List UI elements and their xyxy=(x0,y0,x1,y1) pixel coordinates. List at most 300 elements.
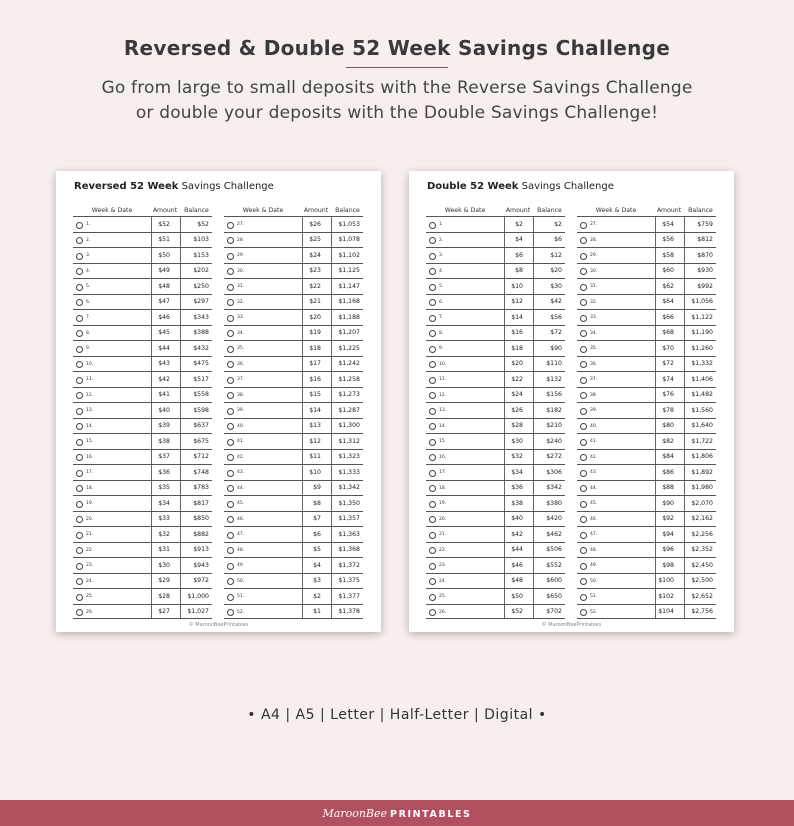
week-number: 45. xyxy=(590,501,598,506)
checkbox-circle-icon[interactable] xyxy=(429,485,436,492)
checkbox-circle-icon[interactable] xyxy=(76,222,83,229)
week-number: 30. xyxy=(237,268,245,274)
table-row xyxy=(426,263,565,279)
week-number: 20. xyxy=(439,516,447,522)
amount-cell: $49 xyxy=(158,267,170,274)
balance-cell: $90 xyxy=(550,344,562,352)
amount-cell: $7 xyxy=(313,515,321,522)
week-number: 43. xyxy=(590,470,598,475)
checkbox-circle-icon[interactable] xyxy=(429,532,436,539)
checkbox-circle-icon[interactable] xyxy=(227,532,234,539)
table-header xyxy=(426,205,565,216)
table-column-2 xyxy=(224,205,363,619)
week-number: 32. xyxy=(590,299,598,305)
checkbox-circle-icon[interactable] xyxy=(76,330,83,337)
amount-cell: $40 xyxy=(511,515,523,522)
week-number: 49. xyxy=(237,563,245,568)
balance-cell: $2,756 xyxy=(691,608,713,615)
checkbox-circle-icon[interactable] xyxy=(580,578,587,585)
week-number: 13. xyxy=(86,408,94,413)
table-row xyxy=(73,247,212,263)
balance-cell: $42 xyxy=(550,298,562,305)
table-row xyxy=(73,356,212,372)
amount-cell: $14 xyxy=(309,406,321,414)
table-row xyxy=(224,402,363,418)
table-row xyxy=(73,371,212,387)
amount-cell: $38 xyxy=(511,499,523,507)
amount-cell: $9 xyxy=(313,484,321,491)
balance-cell: $1,125 xyxy=(338,267,360,274)
amount-cell: $14 xyxy=(511,313,523,321)
week-number: 34. xyxy=(237,330,245,336)
subtitle-line-1: Go from large to small deposits with the Reverse Savings Challenge xyxy=(101,78,693,98)
amount-cell: $104 xyxy=(658,608,674,615)
week-number: 17. xyxy=(439,470,447,475)
balance-cell: $1,892 xyxy=(691,468,713,476)
balance-cell: $156 xyxy=(546,391,562,398)
week-number: 11. xyxy=(86,377,94,382)
checkbox-circle-icon[interactable] xyxy=(429,392,436,399)
checkbox-circle-icon[interactable] xyxy=(580,594,587,601)
checkbox-circle-icon[interactable] xyxy=(580,454,587,461)
checkbox-circle-icon[interactable] xyxy=(580,330,587,337)
week-number: 43. xyxy=(237,470,245,475)
balance-cell: $992 xyxy=(697,282,713,290)
checkbox-circle-icon[interactable] xyxy=(580,284,587,291)
checkbox-circle-icon[interactable] xyxy=(227,578,234,585)
checkbox-circle-icon[interactable] xyxy=(580,563,587,570)
checkbox-circle-icon[interactable] xyxy=(580,485,587,492)
balance-cell: $675 xyxy=(193,437,209,445)
amount-cell: $6 xyxy=(313,530,321,538)
week-number: 52. xyxy=(590,609,598,615)
checkbox-circle-icon[interactable] xyxy=(580,547,587,554)
checkbox-circle-icon[interactable] xyxy=(76,423,83,430)
amount-cell: $52 xyxy=(511,608,523,615)
checkbox-circle-icon[interactable] xyxy=(429,330,436,337)
week-number: 21. xyxy=(86,532,94,537)
amount-cell: $52 xyxy=(158,220,170,228)
balance-cell: $1,323 xyxy=(338,453,360,460)
table-row xyxy=(73,557,212,573)
checkbox-circle-icon[interactable] xyxy=(580,609,587,616)
balance-cell: $1,258 xyxy=(338,375,360,383)
checkbox-circle-icon[interactable] xyxy=(580,423,587,430)
balance-cell: $1,168 xyxy=(338,298,360,305)
week-number: 19. xyxy=(86,501,94,506)
amount-cell: $48 xyxy=(511,577,523,584)
checkbox-circle-icon[interactable] xyxy=(580,253,587,260)
checkbox-circle-icon[interactable] xyxy=(227,501,234,508)
checkbox-circle-icon[interactable] xyxy=(76,578,83,585)
checkbox-circle-icon[interactable] xyxy=(580,346,587,353)
table-row xyxy=(577,495,716,511)
week-number: 23. xyxy=(439,563,447,568)
checkbox-circle-icon[interactable] xyxy=(227,423,234,430)
week-number: 26. xyxy=(439,609,447,615)
checkbox-circle-icon[interactable] xyxy=(227,268,234,275)
amount-cell: $32 xyxy=(511,453,523,460)
table-row xyxy=(224,263,363,279)
week-number: 10. xyxy=(439,361,447,367)
week-number: 28. xyxy=(237,237,245,243)
table-row xyxy=(224,433,363,449)
table-row xyxy=(577,371,716,387)
week-number: 31. xyxy=(237,284,245,289)
balance-cell: $1,190 xyxy=(691,329,713,336)
amount-cell: $60 xyxy=(662,267,674,274)
table-row xyxy=(73,511,212,527)
checkbox-circle-icon[interactable] xyxy=(76,392,83,399)
checkbox-circle-icon[interactable] xyxy=(429,346,436,353)
week-number: 1. xyxy=(86,222,91,227)
amount-cell: $30 xyxy=(158,561,170,569)
balance-cell: $1,406 xyxy=(691,375,713,383)
week-number: 9. xyxy=(86,346,91,351)
table-row xyxy=(224,557,363,573)
checkbox-circle-icon[interactable] xyxy=(580,516,587,523)
balance-cell: $250 xyxy=(193,282,209,290)
amount-cell: $102 xyxy=(658,592,674,600)
table-row xyxy=(577,278,716,294)
week-number: 25. xyxy=(86,594,94,599)
week-number: 15. xyxy=(86,439,94,444)
sheet-title-bold: Reversed 52 Week xyxy=(74,181,179,192)
checkbox-circle-icon[interactable] xyxy=(227,222,234,229)
week-number: 39. xyxy=(590,408,598,413)
checkbox-circle-icon[interactable] xyxy=(76,237,83,244)
checkbox-circle-icon[interactable] xyxy=(227,547,234,554)
checkbox-circle-icon[interactable] xyxy=(76,315,83,322)
checkbox-circle-icon[interactable] xyxy=(429,284,436,291)
amount-cell: $23 xyxy=(309,267,321,274)
checkbox-circle-icon[interactable] xyxy=(429,563,436,570)
checkbox-circle-icon[interactable] xyxy=(580,439,587,446)
table-row xyxy=(73,325,212,341)
subtitle-line-2: or double your deposits with the Double Savings Challenge! xyxy=(135,103,659,123)
checkbox-circle-icon[interactable] xyxy=(227,609,234,616)
table-row xyxy=(577,340,716,356)
balance-cell: $12 xyxy=(550,251,562,259)
balance-cell: $132 xyxy=(546,375,562,383)
amount-cell: $24 xyxy=(309,251,321,259)
week-number: 51. xyxy=(237,594,245,599)
balance-cell: $1,242 xyxy=(338,360,360,367)
balance-cell: $1,980 xyxy=(691,484,713,491)
checkbox-circle-icon[interactable] xyxy=(429,408,436,415)
checkbox-circle-icon[interactable] xyxy=(227,284,234,291)
checkbox-circle-icon[interactable] xyxy=(429,268,436,275)
amount-cell: $44 xyxy=(158,344,170,352)
checkbox-circle-icon[interactable] xyxy=(76,470,83,477)
checkbox-circle-icon[interactable] xyxy=(429,470,436,477)
balance-cell: $1,078 xyxy=(338,236,360,243)
week-number: 16. xyxy=(86,454,94,460)
checkbox-circle-icon[interactable] xyxy=(580,222,587,229)
table-row xyxy=(73,232,212,248)
checkbox-circle-icon[interactable] xyxy=(580,237,587,244)
checkbox-circle-icon[interactable] xyxy=(429,578,436,585)
table-column-1 xyxy=(426,205,565,619)
week-number: 36. xyxy=(237,361,245,367)
balance-cell: $759 xyxy=(697,220,713,228)
checkbox-circle-icon[interactable] xyxy=(227,470,234,477)
amount-cell: $12 xyxy=(309,437,321,445)
balance-cell: $30 xyxy=(550,282,562,290)
balance-cell: $272 xyxy=(546,453,562,460)
table-row xyxy=(577,356,716,372)
header-amount: Amount xyxy=(505,207,531,214)
amount-cell: $11 xyxy=(309,453,321,460)
balance-cell: $1,722 xyxy=(691,437,713,445)
checkbox-circle-icon[interactable] xyxy=(76,268,83,275)
amount-cell: $30 xyxy=(511,437,523,445)
checkbox-circle-icon[interactable] xyxy=(580,315,587,322)
checkbox-circle-icon[interactable] xyxy=(227,563,234,570)
table-row xyxy=(224,418,363,434)
balance-cell: $1,342 xyxy=(338,484,360,491)
table-row xyxy=(426,387,565,403)
week-number: 7. xyxy=(86,315,91,320)
balance-cell: $153 xyxy=(193,251,209,259)
table-row xyxy=(426,604,565,620)
balance-cell: $552 xyxy=(546,561,562,569)
checkbox-circle-icon[interactable] xyxy=(227,377,234,384)
checkbox-circle-icon[interactable] xyxy=(580,392,587,399)
balance-cell: $1,560 xyxy=(691,406,713,414)
checkbox-circle-icon[interactable] xyxy=(429,222,436,229)
week-number: 30. xyxy=(590,268,598,274)
week-number: 31. xyxy=(590,284,598,289)
checkbox-circle-icon[interactable] xyxy=(227,315,234,322)
week-number: 22. xyxy=(439,547,447,553)
checkbox-circle-icon[interactable] xyxy=(76,439,83,446)
checkbox-circle-icon[interactable] xyxy=(429,299,436,306)
amount-cell: $2 xyxy=(313,592,321,600)
table-header xyxy=(73,205,212,216)
week-number: 19. xyxy=(439,501,447,506)
week-number: 40. xyxy=(237,423,245,429)
checkbox-circle-icon[interactable] xyxy=(580,408,587,415)
table-row xyxy=(224,542,363,558)
amount-cell: $20 xyxy=(511,360,523,367)
header-balance: Balance xyxy=(688,207,713,214)
checkbox-circle-icon[interactable] xyxy=(76,501,83,508)
header-balance: Balance xyxy=(335,207,360,214)
table-row xyxy=(73,433,212,449)
table-row xyxy=(577,588,716,604)
formats-list: • A4 | A5 | Letter | Half-Letter | Digital • xyxy=(247,707,547,723)
balance-cell: $6 xyxy=(554,236,562,243)
amount-cell: $21 xyxy=(309,298,321,305)
checkbox-circle-icon[interactable] xyxy=(580,299,587,306)
table-row xyxy=(73,464,212,480)
balance-cell: $650 xyxy=(546,592,562,600)
checkbox-circle-icon[interactable] xyxy=(227,253,234,260)
week-number: 35. xyxy=(590,346,598,351)
balance-cell: $882 xyxy=(193,530,209,538)
week-number: 48. xyxy=(237,547,245,553)
table-row xyxy=(426,232,565,248)
checkbox-circle-icon[interactable] xyxy=(76,253,83,260)
checkbox-circle-icon[interactable] xyxy=(227,361,234,368)
week-number: 2. xyxy=(439,237,444,243)
checkbox-circle-icon[interactable] xyxy=(76,532,83,539)
checkbox-circle-icon[interactable] xyxy=(76,299,83,306)
amount-cell: $17 xyxy=(309,360,321,367)
amount-cell: $76 xyxy=(662,391,674,398)
table-row xyxy=(426,418,565,434)
table-row xyxy=(426,309,565,325)
balance-cell: $1,350 xyxy=(338,499,360,507)
checkbox-circle-icon[interactable] xyxy=(227,485,234,492)
checkbox-circle-icon[interactable] xyxy=(429,609,436,616)
copyright-text: © MaroonBeePrintables xyxy=(188,622,249,628)
table-row xyxy=(577,526,716,542)
week-number: 3. xyxy=(439,253,444,258)
amount-cell: $68 xyxy=(662,329,674,336)
amount-cell: $27 xyxy=(158,608,170,615)
table-row xyxy=(224,573,363,589)
table-row xyxy=(224,216,363,232)
amount-cell: $31 xyxy=(158,546,170,553)
balance-cell: $748 xyxy=(193,468,209,476)
balance-cell: $1,378 xyxy=(338,608,360,615)
checkbox-circle-icon[interactable] xyxy=(580,470,587,477)
checkbox-circle-icon[interactable] xyxy=(227,439,234,446)
balance-cell: $1,333 xyxy=(338,468,360,476)
checkbox-circle-icon[interactable] xyxy=(227,299,234,306)
checkbox-circle-icon[interactable] xyxy=(76,547,83,554)
checkbox-circle-icon[interactable] xyxy=(429,361,436,368)
checkbox-circle-icon[interactable] xyxy=(76,284,83,291)
checkbox-circle-icon[interactable] xyxy=(76,361,83,368)
amount-cell: $86 xyxy=(662,468,674,476)
amount-cell: $37 xyxy=(158,453,170,460)
checkbox-circle-icon[interactable] xyxy=(429,454,436,461)
footer-bar xyxy=(0,800,794,826)
checkbox-circle-icon[interactable] xyxy=(227,237,234,244)
checkbox-circle-icon[interactable] xyxy=(76,454,83,461)
checkbox-circle-icon[interactable] xyxy=(429,423,436,430)
checkbox-circle-icon[interactable] xyxy=(580,501,587,508)
checkbox-circle-icon[interactable] xyxy=(227,392,234,399)
balance-cell: $1,207 xyxy=(338,329,360,336)
table-row xyxy=(73,588,212,604)
checkbox-circle-icon[interactable] xyxy=(580,268,587,275)
week-number: 29. xyxy=(237,253,245,258)
page-title: Reversed & Double 52 Week Savings Challenge xyxy=(123,36,671,60)
balance-cell: $1,056 xyxy=(691,298,713,305)
amount-cell: $94 xyxy=(662,530,674,538)
balance-cell: $1,300 xyxy=(338,422,360,429)
table-row xyxy=(73,278,212,294)
balance-cell: $103 xyxy=(193,236,209,243)
amount-cell: $62 xyxy=(662,282,674,290)
amount-cell: $3 xyxy=(313,577,321,584)
week-number: 47. xyxy=(237,532,245,537)
checkbox-circle-icon[interactable] xyxy=(429,439,436,446)
balance-cell: $432 xyxy=(193,344,209,352)
checkbox-circle-icon[interactable] xyxy=(76,563,83,570)
table-row xyxy=(73,542,212,558)
amount-cell: $82 xyxy=(662,437,674,445)
header-amount: Amount xyxy=(303,207,329,214)
balance-cell: $297 xyxy=(193,298,209,305)
checkbox-circle-icon[interactable] xyxy=(76,377,83,384)
checkbox-circle-icon[interactable] xyxy=(429,516,436,523)
balance-cell: $306 xyxy=(546,468,562,476)
table-row xyxy=(224,356,363,372)
amount-cell: $25 xyxy=(309,236,321,243)
week-number: 20. xyxy=(86,516,94,522)
checkbox-circle-icon[interactable] xyxy=(76,485,83,492)
checkbox-circle-icon[interactable] xyxy=(227,594,234,601)
table-row xyxy=(426,278,565,294)
checkbox-circle-icon[interactable] xyxy=(429,501,436,508)
checkbox-circle-icon[interactable] xyxy=(580,361,587,368)
brand-logo-script: MaroonBee xyxy=(322,807,388,820)
amount-cell: $1 xyxy=(313,608,321,615)
checkbox-circle-icon[interactable] xyxy=(76,609,83,616)
checkbox-circle-icon[interactable] xyxy=(227,454,234,461)
week-number: 14. xyxy=(86,423,94,429)
table-row xyxy=(426,356,565,372)
header-amount: Amount xyxy=(152,207,178,214)
amount-cell: $22 xyxy=(309,282,321,290)
amount-cell: $43 xyxy=(158,360,170,367)
checkbox-circle-icon[interactable] xyxy=(76,408,83,415)
checkbox-circle-icon[interactable] xyxy=(227,516,234,523)
checkbox-circle-icon[interactable] xyxy=(227,408,234,415)
week-number: 46. xyxy=(237,516,245,522)
checkbox-circle-icon[interactable] xyxy=(76,594,83,601)
table-row xyxy=(426,247,565,263)
checkbox-circle-icon[interactable] xyxy=(580,532,587,539)
table-row xyxy=(577,557,716,573)
checkbox-circle-icon[interactable] xyxy=(76,516,83,523)
balance-cell: $850 xyxy=(193,515,209,522)
balance-cell: $712 xyxy=(193,453,209,460)
table-row xyxy=(224,294,363,310)
week-number: 37. xyxy=(590,377,598,382)
amount-cell: $16 xyxy=(511,329,523,336)
checkbox-circle-icon[interactable] xyxy=(76,346,83,353)
balance-cell: $240 xyxy=(546,437,562,445)
week-number: 8. xyxy=(86,330,91,336)
checkbox-circle-icon[interactable] xyxy=(429,253,436,260)
checkbox-circle-icon[interactable] xyxy=(429,594,436,601)
amount-cell: $90 xyxy=(662,499,674,507)
table-row xyxy=(73,340,212,356)
balance-cell: $1,332 xyxy=(691,360,713,367)
week-number: 2. xyxy=(86,237,91,243)
table-row xyxy=(426,294,565,310)
checkbox-circle-icon[interactable] xyxy=(227,330,234,337)
checkbox-circle-icon[interactable] xyxy=(429,237,436,244)
checkbox-circle-icon[interactable] xyxy=(429,547,436,554)
checkbox-circle-icon[interactable] xyxy=(580,377,587,384)
checkbox-circle-icon[interactable] xyxy=(227,346,234,353)
checkbox-circle-icon[interactable] xyxy=(429,315,436,322)
amount-cell: $66 xyxy=(662,313,674,321)
checkbox-circle-icon[interactable] xyxy=(429,377,436,384)
week-number: 6. xyxy=(86,299,91,305)
week-number: 44. xyxy=(590,485,598,491)
balance-cell: $1,225 xyxy=(338,344,360,352)
balance-cell: $2,070 xyxy=(691,499,713,507)
amount-cell: $84 xyxy=(662,453,674,460)
